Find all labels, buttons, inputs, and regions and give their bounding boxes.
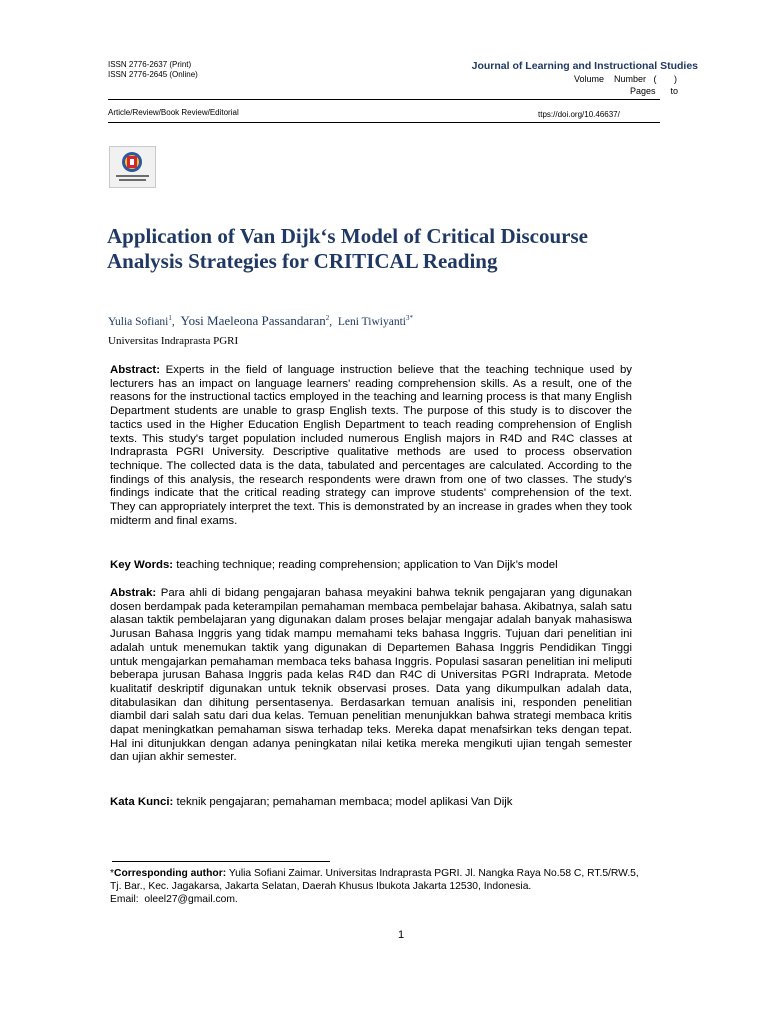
institution-logo <box>109 146 156 188</box>
abstrak <box>110 587 632 765</box>
keywords <box>110 559 632 573</box>
pages-line: Pages to <box>630 86 679 96</box>
footnote-text: Yulia Sofiani Zaimar. Universitas Indraprasta PGRI. Jl. Nangka Raya No.58 C, RT.5/RW.5, Tj. Bar., Kec. Jagakarsa, Jakarta Selatan, Daerah Khusus Ibukota Jakarta 12530, Indonesia. <box>110 868 639 892</box>
author-list: Yulia Sofiani$^1$, Yosi Maeleona Passandaran$^2$, Leni Tiwiyanti$^{3*}$ <box>108 313 413 328</box>
journal-name: Journal of Learning and Instructional Studies <box>471 60 698 72</box>
issn-print: ISSN 2776-2637 (Print) <box>108 60 192 69</box>
corresponding-author-footnote <box>110 867 652 906</box>
footnote-label: Corresponding author: <box>114 868 227 879</box>
author-affiliation-mark: 3* <box>405 314 413 323</box>
abstract <box>110 364 632 528</box>
page-number: 1 <box>398 929 405 941</box>
abstract-label: Abstract: <box>110 364 161 376</box>
abstract-text: Experts in the field of language instruction believe that the teaching technique used by lecturers has an impact on language learners' reading comprehension skills. As a result, one of the reasons for the instructional tactics employed in the teaching and learning process is that many English Department students are unable to grasp English texts. The purpose of this study is to discover the tactics used in the Higher Education English Department to teach reading comprehension of English texts. This study's target population included numerous English majors in R4D and R4C classes at Indraprasta PGRI University. Descriptive qualitative methods are used to process observation technique. The collected data is the data, tabulated and percentages are calculated. According to the findings of this analysis, the research respondents were drawn from one of two classes. The study's findings indicate that the critical reading strategy can improve students' comprehension of the text. They can appropriately interpret the text. This is demonstrated by an increase in grades when they took midterm and final exams. <box>110 364 632 527</box>
abstrak-label: Abstrak: <box>110 587 157 599</box>
affiliation: Universitas Indraprasta PGRI <box>108 335 239 347</box>
volume-line: Volume Number ( ) <box>574 74 678 84</box>
footnote-marker: * <box>110 868 115 879</box>
author-name: Yulia Sofiani <box>108 316 169 328</box>
footnote-email-label: Email: <box>110 894 139 905</box>
author-affiliation-mark: 1 <box>168 314 172 323</box>
kata-kunci-text: teknik pengajaran; pemahaman membaca; model aplikasi Van Dijk <box>173 796 513 808</box>
keywords-text: teaching technique; reading comprehension; application to Van Dijk’s model <box>173 559 558 571</box>
keywords-label: Key Words: <box>110 559 174 571</box>
article-type: Article/Review/Book Review/Editorial <box>108 108 239 117</box>
footnote-email[interactable]: oleel27@gmail.com. <box>144 894 238 905</box>
kata-kunci <box>110 796 632 810</box>
author-affiliation-mark: 2 <box>325 314 330 323</box>
kata-kunci-label: Kata Kunci: <box>110 796 174 808</box>
issn-online: ISSN 2776-2645 (Online) <box>108 70 198 79</box>
logo-emblem-icon <box>110 147 155 187</box>
abstrak-text: Para ahli di bidang pengajaran bahasa meyakini bahwa teknik pengajaran yang digunakan dosen berdampak pada keterampilan pemahaman membaca pembelajar bahasa. Akibatnya, salah satu alasan taktik pembelajaran yang digunakan dalam proses belajar mengajar adalah banyak mahasiswa Jurusan Bahasa Inggris yang tidak mampu memahami teks bahasa Inggris. Tujuan dari penelitian ini adalah untuk menemukan taktik yang digunakan di Departemen Bahasa Inggris Pendidikan Tinggi untuk mengajarkan pemahaman membaca teks bahasa Inggris. Populasi sasaran penelitian ini meliputi beberapa jurusan Bahasa Inggris pada kelas R4D dan R4C di Universitas PGRI Indraprata. Metode kualitatif deskriptif digunakan untuk teknik observasi proses. Data yang dikumpulkan adalah data, ditabulasikan dan dihitung persentasenya. Berdasarkan temuan analisis ini, responden penelitian diambil dari salah satu dari dua kelas. Temuan penelitian menunjukkan bahwa strategi membaca kritis dapat meningkatkan pemahaman siswa terhadap teks. Mereka dapat menafsirkan teks dengan tepat. Hal ini ditunjukkan dengan adanya peningkatan nilai ketika mereka mengikuti ujian tengah semester dan ujian akhir semester. <box>110 587 632 764</box>
paper-title: Application of Van Dijk‘s Model of Critical Discourse Analysis Strategies for CRITICAL Reading <box>107 224 588 273</box>
author-name: Leni Tiwiyanti <box>337 316 406 328</box>
header-rule-bottom <box>108 122 660 123</box>
footnote-rule <box>112 861 330 862</box>
author-name: Yosi Maeleona Passandaran <box>180 313 326 328</box>
doi[interactable]: ttps://doi.org/10.46637/ <box>538 110 620 119</box>
header-rule-top <box>108 99 660 100</box>
